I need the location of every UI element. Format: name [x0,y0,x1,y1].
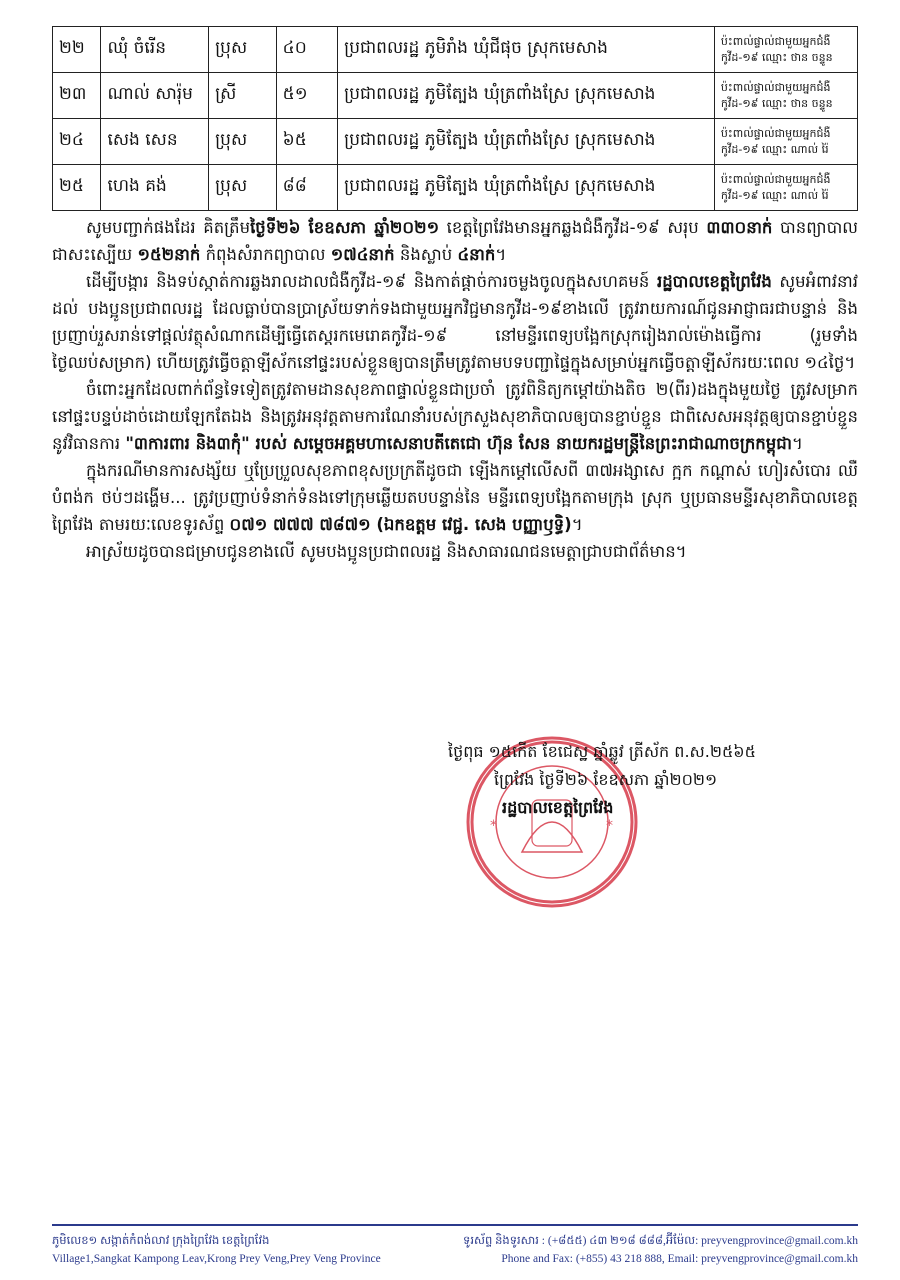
patient-sex: ប្រុស [209,165,277,211]
contact-line: កូវីដ-១៩ ឈ្មោះ ណាល់ រ៉ៃ [720,142,829,156]
signature-block [448,738,868,822]
patient-age: ៦៥ [276,119,337,165]
paragraph-1 [52,214,858,268]
row-number: ២៥ [53,165,101,211]
patient-age: ៤០ [276,27,337,73]
announcement-body [52,214,858,565]
footer-divider [52,1224,858,1226]
table-row [53,165,858,211]
patient-name: ហេង គង់ [101,165,209,211]
patient-name: សេង សេន [101,119,209,165]
p2-admin: រដ្ឋបាលខេត្តព្រៃវែង [656,272,772,291]
p4-text-a: ក្នុងករណីមានការសង្ស័យ ឬប្រែប្រួលសុខភាពខុសប្រក្រតីដូចជា ឡើងកម្តៅលើសពី ៣៧អង្សាសេ ក្អក កណ្តាស់ ហៀរសំបោរ ឈឺបំពង់ក ថប់ៗដង្ហើម... ត្រូវប្រញាប់ទំនាក់ទំនងទៅក្រុមឆ្លើយតបបន្ទាន់នៃ មន្ទីរពេទ្យបង្អែកតាមក្រុង ស្រុក ឬប្រធានមន្ទីរសុខាភិបាលខេត្តព្រៃវែង តាមរយៈលេខទូរស័ព្ទ [52,461,858,534]
footer-contact [438,1232,858,1268]
p3-text-b: ។ [791,434,803,453]
p2-text-b: សូមអំពាវនាវដល់ បងប្អូនប្រជាពលរដ្ឋ ដែលធ្លាប់បានប្រាស្រ័យទាក់ទងជាមួយអ្នកវិជ្ជមានកូវីដ-១៩ខាងលើ ត្រូវរាយការណ៍ជូនអាជ្ញាធរជាបន្ទាន់ និងប្រញាប់រួសរាន់ទៅផ្តល់វត្ថុសំណាកដើម្បីធ្វើតេស្តរកមេរោគកូវីដ-១៩ នៅមន្ទីរពេទ្យបង្អែកស្រុករៀងរាល់ម៉ោងធ្វើការ (រួមទាំងថ្ងៃឈប់សម្រាក) ហើយត្រូវធ្វើចត្តាឡីស័កនៅផ្ទះរបស់ខ្លួនឲ្យបានត្រឹមត្រូវតាមបទបញ្ជាផ្ទៃក្នុងសម្រាប់អ្នកធ្វើចត្តាឡីស័ករយៈពេល ១៤ថ្ងៃ។ [52,272,858,372]
p1-recovered: ១៥២នាក់ [137,245,201,264]
patient-address: ប្រជាពលរដ្ឋ ភូមិត្បែង ឃុំត្រពាំងស្រែ ស្រុកមេសាង [338,119,715,165]
contact-line: កូវីដ-១៩ ឈ្មោះ ថាន ចន្ទូន [720,96,833,110]
p3-text-a: ចំពោះអ្នកដែលពាក់ព័ន្ធទៃទៀតត្រូវតាមដានសុខភាពផ្ទាល់ខ្លួនជាប្រចាំ ត្រូវពិនិត្យកម្តៅយ៉ាងតិច ២(ពីរ)ដងក្នុងមួយថ្ងៃ ត្រូវសម្រាកនៅផ្ទះបន្ទប់ដាច់ដោយឡែកតែឯង និងត្រូវអនុវត្តតាមការណែនាំរបស់ក្រសួងសុខាភិបាលឲ្យបានខ្ជាប់ខ្ជួន ជាពិសេសអនុវត្តឲ្យបានខ្ជាប់ខ្ជួននូវវិធានការ [52,380,858,453]
contact-line: ប៉ះពាល់ផ្ទាល់ជាមួយអ្នកជំងឺ [720,172,831,186]
p1-text-c: បានព្យាបាល ជាសះស្បើយ [52,218,858,264]
footer-contact-en: Phone and Fax: (+855) 43 218 888, Email: preyvengprovince@gmail.com.kh [501,1253,858,1265]
contact-line: ប៉ះពាល់ផ្ទាល់ជាមួយអ្នកជំងឺ [720,126,831,140]
footer-address [52,1232,452,1268]
paragraph-2 [52,268,858,376]
table-row [53,119,858,165]
p1-text-f: ។ [495,245,507,264]
p4-text-b: ។ [571,515,583,534]
table-row [53,27,858,73]
patient-age: ៨៨ [276,165,337,211]
patient-sex: ប្រុស [209,119,277,165]
p1-text-b: ខេត្តព្រៃវែងមានអ្នកឆ្លងជំងឺកូវីដ-១៩ សរុប [439,218,707,237]
contact-source [714,27,857,73]
lunar-date: ថ្ងៃពុធ ១៥កើត ខែជេស្ឋ ឆ្នាំឆ្លូវ ត្រីស័ក ព.ស.២៥៦៥ [448,742,756,761]
contact-line: ប៉ះពាល់ផ្ទាល់ជាមួយអ្នកជំងឺ [720,80,831,94]
patient-name: ឈុំ ចំរើន [101,27,209,73]
p1-text-d: កំពុងសំរាកព្យាបាល [200,245,331,264]
cases-table-body [53,27,858,211]
svg-text:*: * [490,818,497,834]
contact-source [714,165,857,211]
svg-text:*: * [606,818,613,834]
patient-address: ប្រជាពលរដ្ឋ ភូមិត្បែង ឃុំត្រពាំងស្រែ ស្រុកមេសាង [338,73,715,119]
p2-text-a: ដើម្បីបង្ការ និងទប់ស្កាត់ការឆ្លងរាលដាលជំងឺកូវីដ-១៩ និងកាត់ផ្តាច់ការចម្លងចូលក្នុងសហគមន៍ [86,272,657,291]
p1-text-a: សូមបញ្ជាក់ផងដែរ គិតត្រឹម [86,218,251,237]
patient-name: ណាល់ សារ៉ុម [101,73,209,119]
contact-source [714,73,857,119]
contact-line: ប៉ះពាល់ផ្ទាល់ជាមួយអ្នកជំងឺ [720,34,831,48]
footer-address-en: Village1,Sangkat Kampong Leav,Krong Prey Veng,Prey Veng Province [52,1253,381,1265]
paragraph-4 [52,457,858,538]
patient-age: ៥១ [276,73,337,119]
p1-dead: ៤នាក់ [457,245,496,264]
issuing-authority: រដ្ឋបាលខេត្តព្រៃវែង [502,798,614,817]
row-number: ២៣ [53,73,101,119]
row-number: ២២ [53,27,101,73]
patient-sex: ប្រុស [209,27,277,73]
paragraph-3 [52,376,858,457]
p3-bold: "៣ការពារ និង៣កុំ" របស់ សម្តេចអគ្គមហាសេនាបតីតេជោ ហ៊ុន សែន នាយករដ្ឋមន្ត្រីនៃព្រះរាជាណាចក្រកម្ពុជា [125,434,792,453]
p1-treating: ១៧៤នាក់ [330,245,395,264]
solar-date: ព្រៃវែង ថ្ងៃទី២៦ ខែឧសភា ឆ្នាំ២០២១ [494,770,718,789]
patient-sex: ស្រី [209,73,277,119]
cases-table [52,26,858,211]
p1-text-e: និងស្លាប់ [394,245,458,264]
patient-address: ប្រជាពលរដ្ឋ ភូមិរាំង ឃុំជីផុច ស្រុកមេសាង [338,27,715,73]
contact-source [714,119,857,165]
p1-date: ថ្ងៃទី២៦ ខែឧសភា ឆ្នាំ២០២១ [250,218,440,237]
footer-contact-km: ទូរស័ព្ទ និងទូរសារ : (+៨៥៥) ៤៣ ២១៨ ៨៨៨,អ៊ីម៉ែល: preyvengprovince@gmail.com.kh [463,1235,858,1247]
p4-phone: ០៧១ ៧៧៧ ៧៨៧១ (ឯកឧត្តម វេជ្ជ. សេង បញ្ញាឫទ្ធិ) [229,515,572,534]
row-number: ២៤ [53,119,101,165]
p1-total: ៣៣០នាក់ [706,218,773,237]
footer-address-km: ភូមិលេខ១ សង្កាត់កំពង់លាវ ក្រុងព្រៃវែង ខេត្តព្រៃវែង [52,1235,270,1247]
patient-address: ប្រជាពលរដ្ឋ ភូមិត្បែង ឃុំត្រពាំងស្រែ ស្រុកមេសាង [338,165,715,211]
paragraph-5: អាស្រ័យដូចបានជម្រាបជូនខាងលើ សូមបងប្អូនប្រជាពលរដ្ឋ និងសាធារណជនមេត្តាជ្រាបជាព័ត៌មាន។ [86,542,687,561]
table-row [53,73,858,119]
contact-line: កូវីដ-១៩ ឈ្មោះ ថាន ចន្ទូន [720,50,833,64]
contact-line: កូវីដ-១៩ ឈ្មោះ ណាល់ រ៉ៃ [720,188,829,202]
